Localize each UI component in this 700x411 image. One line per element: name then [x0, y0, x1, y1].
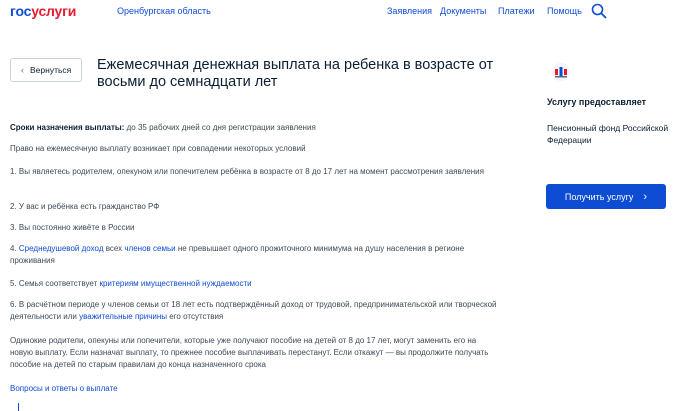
- gosuslugi-logo[interactable]: [10, 3, 76, 19]
- page-title: Ежемесячная денежная выплата на ребенка в возрасте от восьми до семнадцати лет: [97, 57, 494, 90]
- condition-5-prefix: 5. Семья соответствует: [10, 279, 100, 288]
- condition-6-prefix: 6. В расчётном периоде у членов семьи от 18 лет есть подтверждённый доход от трудовой, предпринимательской или творческой деятельности или: [10, 300, 497, 321]
- chevron-right-icon: ›: [643, 190, 648, 203]
- average-income-link[interactable]: Среднедушевой доход: [18, 244, 104, 253]
- pension-fund-logo-icon: [551, 62, 571, 82]
- condition-6-suffix: его отсутствия: [167, 312, 224, 321]
- condition-4: [10, 243, 500, 267]
- provider-name: Пенсионный фонд Российской Федерации: [547, 123, 669, 145]
- logo-part-uslugi: услуги: [31, 3, 77, 19]
- text-cursor: [18, 403, 19, 411]
- nav-help[interactable]: Помощь: [547, 6, 582, 16]
- nav-documents[interactable]: Документы: [440, 6, 487, 16]
- deadline-value: до 35 рабочих дней со дня регистрации заявления: [124, 123, 316, 132]
- condition-6: [10, 299, 500, 323]
- nav-applications[interactable]: Заявления: [387, 6, 433, 16]
- back-button-label: Вернуться: [30, 65, 72, 75]
- region-selector[interactable]: Оренбургская область: [117, 6, 211, 16]
- valid-reasons-link[interactable]: уважительные причины: [79, 312, 168, 321]
- condition-4-mid: всех: [103, 244, 125, 253]
- back-button[interactable]: [10, 58, 82, 82]
- property-criteria-link[interactable]: критериям имущественной нуждаемости: [99, 279, 252, 288]
- search-icon[interactable]: [591, 3, 607, 19]
- deadline-label: Сроки назначения выплаты:: [10, 123, 125, 132]
- faq-link[interactable]: Вопросы и ответы о выплате: [10, 384, 118, 393]
- provider-label: Услугу предоставляет: [547, 97, 647, 107]
- deadline-line: [10, 122, 500, 134]
- logo-part-gos: гос: [10, 3, 32, 19]
- top-header: [0, 0, 700, 24]
- note-text: Одинокие родители, опекуны или попечители, которые уже получают пособие на детей от 8 до 17 лет, могут заменить его на новую выплату. Если назначат выплату, то прежнее пособие выплачивать перестанут. Если откажут — вы продолжите получать пособие на детей по старым правилам до конца назначенного срока: [10, 336, 489, 369]
- nav-payments[interactable]: Платежи: [498, 6, 535, 16]
- intro-text: Право на ежемесячную выплату возникает при совпадении некоторых условий: [10, 144, 306, 153]
- condition-2: 2. У вас и ребёнка есть гражданство РФ: [10, 202, 160, 211]
- condition-5: [10, 278, 500, 290]
- condition-4-prefix: 4.: [10, 244, 19, 253]
- get-service-label: Получить услугу: [564, 191, 634, 202]
- condition-1: 1. Вы являетесь родителем, опекуном или попечителем ребёнка в возрасте от 8 до 17 лет на момент рассмотрения заявления: [10, 167, 484, 176]
- condition-4-suffix: не превышает одного прожиточного минимума на душу населения в регионе проживания: [10, 244, 465, 265]
- chevron-left-icon: ‹: [21, 65, 24, 75]
- condition-3: 3. Вы постоянно живёте в России: [10, 223, 135, 232]
- get-service-button[interactable]: [546, 184, 666, 209]
- family-members-link[interactable]: членов семьи: [124, 244, 176, 253]
